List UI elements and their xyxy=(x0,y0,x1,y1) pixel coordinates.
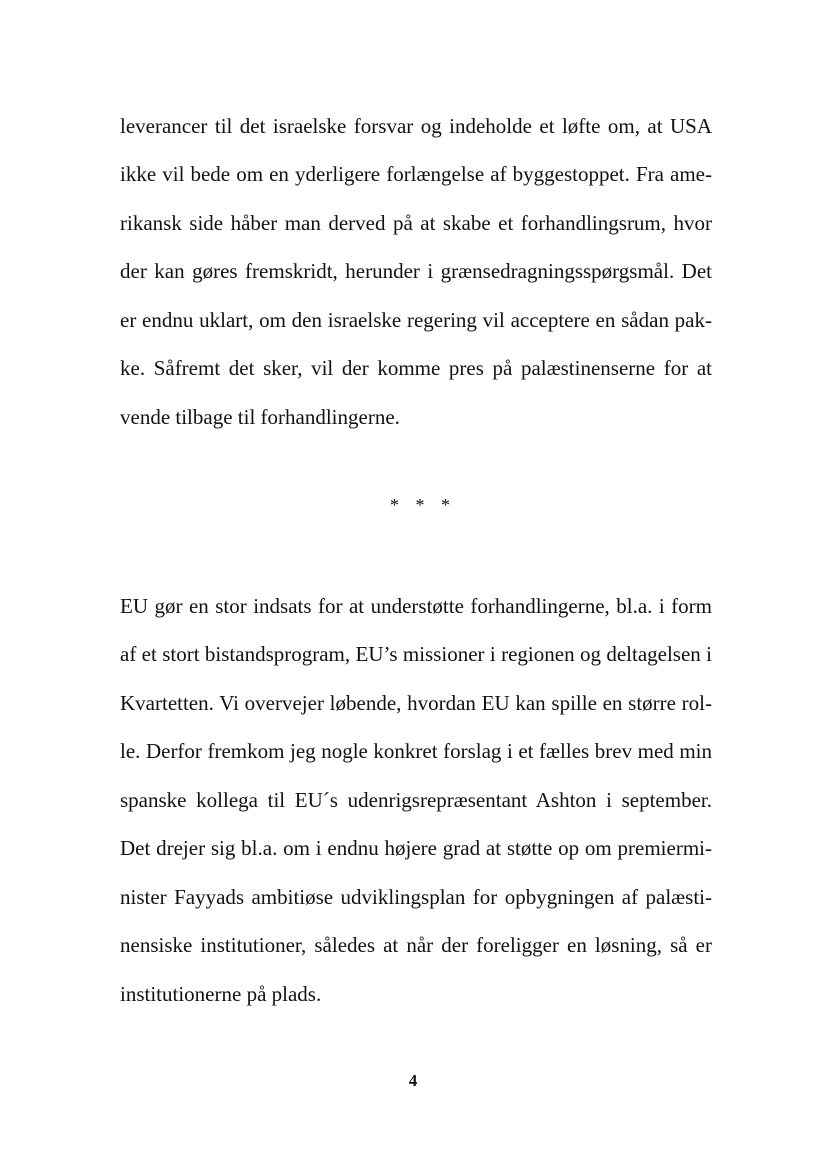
paragraph-line: nensiske institutioner, således at når der foreligger en løsning, så er xyxy=(120,933,712,957)
paragraph-line: institutionerne på plads. xyxy=(120,982,322,1006)
paragraph-line: leverancer til det israelske forsvar og indeholde et løfte om, at USA xyxy=(120,114,712,138)
paragraph-line: rikansk side håber man derved på at skabe et forhandlingsrum, hvor xyxy=(120,211,712,235)
paragraph-line: ikke vil bede om en yderligere forlængelse af byggestoppet. Fra ame- xyxy=(120,162,712,186)
paragraph-line: Kvartetten. Vi overvejer løbende, hvordan EU kan spille en større rol- xyxy=(120,691,712,715)
paragraph-line: nister Fayyads ambitiøse udviklingsplan for opbygningen af palæsti- xyxy=(120,885,712,909)
paragraph-line: ke. Såfremt det sker, vil der komme pres på palæstinenserne for at xyxy=(120,356,712,380)
paragraph-line: EU gør en stor indsats for at understøtte forhandlingerne, bl.a. i form xyxy=(120,594,712,618)
page-number: 4 xyxy=(408,1071,418,1090)
paragraph-line: af et stort bistandsprogram, EU’s missioner i regionen og deltagelsen i xyxy=(120,642,712,666)
paragraph-line: Det drejer sig bl.a. om i endnu højere grad at støtte op om premiermi- xyxy=(120,836,712,860)
paragraph-line: vende tilbage til forhandlingerne. xyxy=(120,405,400,429)
paragraph-line: er endnu uklart, om den israelske regering vil acceptere en sådan pak- xyxy=(120,308,712,332)
paragraph-line: spanske kollega til EU´s udenrigsrepræsentant Ashton i september. xyxy=(120,788,712,812)
paragraph-line: le. Derfor fremkom jeg nogle konkret forslag i et fælles brev med min xyxy=(120,739,712,763)
paragraph-line: der kan gøres fremskridt, herunder i grænsedragningsspørgsmål. Det xyxy=(120,259,712,283)
section-separator: * * * xyxy=(390,495,450,515)
